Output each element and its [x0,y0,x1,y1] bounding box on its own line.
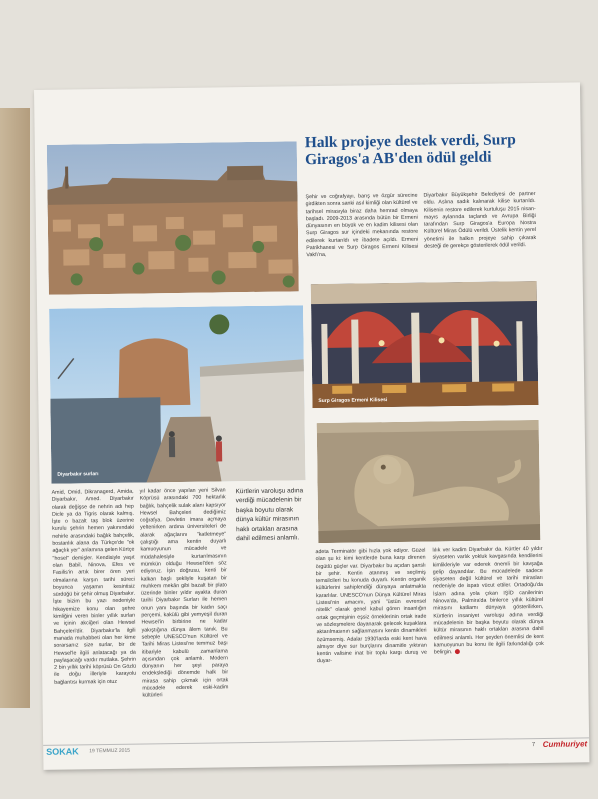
page-number: 7 [531,742,536,749]
body-column-5-wrapper [432,546,544,657]
issue-date: 19 TEMMUZ 2015 [89,747,131,755]
headline: Halk projeye destek verdi, Surp Giragos'a AB'den ödül geldi [304,131,516,169]
stone-relief-photo [317,420,541,543]
newspaper-brand: Cumhuriyet [542,739,588,749]
body-column-4: adeta Terminatör gibi hızla yok ediyor. Güzel olan şu ki: kimi kentlerde buna karşı direnen örgütlü güçler var. Diyarbakır bu açıdan şanslı bir şehir. Kentin atanmış ve seçilmiş temsilcileri bu konuda duyarlı. Kentin organik kültürlerini sahiplendiği dünyaya anlatmakta kararlılar. UNESCO'nun Dünya Kültürel Miras Listesi'nin amacını, yani "üstün evrensel nitelik" olarak genel kabul gören insanlığın ortak geçmişinin eşsiz örneklerinin ortak irade ve sözleşmelere dayanarak gelecek kuşaklara aktarılmasının sağlanmasını kentin dinamikleri özümsemiş. Adalar 1930'larda eski kent hava almıyor diye sur burçlarını dinamitle yıktıran kentin valisine inat bir toplu kargı duruş ve duyar- [315,547,427,665]
article-end-mark [454,649,459,654]
adjacent-page-edge [0,108,30,708]
church-interior-photo [311,281,539,408]
church-photo-caption: Surp Giragos Ermeni Kilisesi [318,397,388,405]
body-column-3: Kürtlerin varoluşu adına verdiği mücadelenin bir başka boyutu olarak dünya kültür mirasının haklı ortakları arasına dahil edilmesi anlamlı. [235,487,304,543]
intro-column-right: Diyarbakır Büyükşehir Belediyesi de partner oldu. Aslına sadık kalınarak kilise kurtarıldı. Kilisenin restore edilerek kurtuluşu 2015 nisan-mayıs aylarında taçlandı ve Avrupa Birliği tarafından Surp Giragos'a Europa Nostra Kültürel Miras Ödülü verildi. Üstelik kentin yerel yönetimi ile halkın projeye sahip çıkarak desteği de gerekçe gösterilerek ödül verildi. [423,191,537,250]
city-panorama-photo [47,141,299,294]
body-column-5: lılık ver kadim Diyarbakır da. Kürtler 40 yıldır siyaseten varlık yokluk kavgasında kendilerini kimlikleriyle var ederek önemli bir kavşağa gelip dayandılar. Bu mücadelede sadece siyaseten değil kültürel ve tarihi mirasları nedeniyle de ispatı vücut ettiler. Ortadoğu'da İslam adına yola çıkan IŞİD canilerinin Ninova'da, Palmira'da binlerce yıllık kültürel mirasını katliamı dünyaya gösterilirken, Kürtlerin insaniyet varoluşu adına verdiği mücadelenin bir başka boyutu olarak dünya kültür mirasının haklı ortakları arasına dahil edilmesi anlamlı. Her şeyden önemlisi de kent kamuoyunun bu konu ile ilgili farkındalığı çok belirgin. [432,545,544,656]
body-column-2: yıl kadar önce yapılan yeni Silvan Köprüsü arasındaki 700 hektarlık bağlık, bahçelik sulak alanı kapsıyor Hewsel Bahçeleri dediğimiz coğrafya. Devletin imara açmaya yeltenirken ardına üniversiteleri de alarak ağaçlarını "katletmeye" çalıştığı ama kentin duyarlı kamuoyunun mücadele ve müdahalesiyle kurtarılmasının mümkün olduğu Hewsel'den söz ediyoruz. İşin doğrusu, kenti bir kalkan başlı şekliyle kuşatan bir muhkem mekân gibi bazalt bir plato üzerinde binler yıldır ayakta duran tarihi Diyarbakır Surları ile hemen onun yanı başında bir kadın saçı perçemi, kakülü gibi yemyeşil duran Hewsel'in birbirine ne kadar yakıştığına dünya âlem tanık. Bu sebeple UNESCO'nun Kültürel ve Tarihi Miras Listesi'ne temmuz başı itibariyle kabulü zamanlama açısından çok anlamlı. Modern dünyanın her şeyi paraya endekslediği dönemde halk bir mirasa sahip çıkmak için ortak mücadele ederek eski-kadim kültürleri [139,487,229,699]
city-walls-photo [49,305,305,484]
intro-column-left: Şehir ve coğrafyayı, barış ve özgür sürecine girdikten sonra sanki asıl kimliği olan kültürel ve tarihsel mirasıyla biraz daha hemrad olmaya başladı. 2009-2013 arasında bütün bir Ermeni dünyasının en büyük ve en kadim kilisesi olan Surp Giragos sur içindeki mekanında restore edilerek kurtarıldı ve ibadete açıldı. Ermeni Patrikhanesi ve Surp Giragos Ermeni Kilisesi Vakfı'na, [305,192,419,259]
walls-photo-caption: Diyarbakır surları [57,471,99,478]
newspaper-page [34,82,589,770]
section-logo: SOKAK [46,746,79,757]
page-footer [43,737,589,762]
body-column-1: Amid, Omid, Dikranagerd, Amida, Diyarbakır, Amed. Diyarbakır olarak değişse de nehrin adı hep Dicle ya da Tigris olarak kalmış. İşte o bazalt taş blok üzerine kurulu şehrin hemen yakınındaki nehirle arasındaki bağlık bahçelik, bostanlık alana da Türkçe'de "ok ağaçlık yer" anlamına gelen Kürtçe "hosel" demişler. Kendisiyle yaşıt olan Babil, Ninova, Efes ve Fasilis'in artık birer ören yeri olmalarına karşın tarihi süreci boyunca yaşamın kesintisiz sürdüğü bir şehir olmuş Diyarbakır. İşte bizim bu yazı nedeniyle hikayemize konu olan şehre kimliğini veren binler yıllık surları ve içinin akciğeri olan Hewsel Bahçeleri'dir. Diyarbakır'la ilgili manada muhabbeti olan her kime sorarsanız size surlar, bir de Hewsel'le ilgili anlatacağı ya da paylaşacağı vardır mutlaka. Şehrin 2 bin yıllık tarihi köprüsü On Gözlü ile doğu illeriyle karayolu bağlantısı kurmak için otuz [51,488,137,686]
